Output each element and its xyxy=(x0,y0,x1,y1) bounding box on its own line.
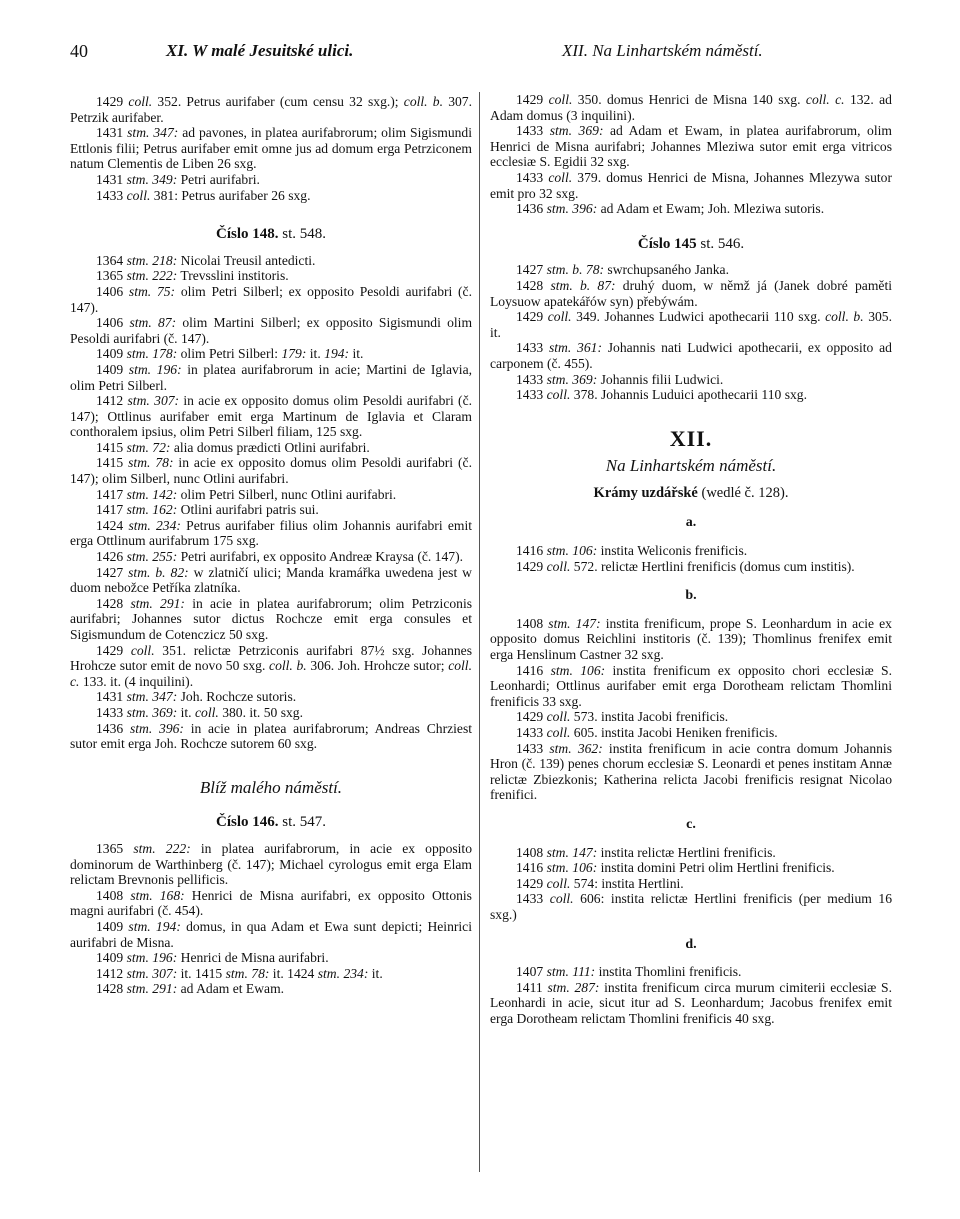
entry-text: instita frenificum circa murum cimiterii ecclesiæ S. Leonhardi in acie, sicut itur ad S. Leonhardum; Jacobus frenifex emit erga Dorotheam relictam Thomlini frenificis 40 sxg. xyxy=(490,979,892,1026)
entry-year: 1431 xyxy=(96,171,124,187)
entry-text: Nicolai Treusil antedicti. xyxy=(180,252,316,268)
entry-text: 133. it. (4 inquilini). xyxy=(82,673,194,689)
entry-source: stm. xyxy=(126,486,149,502)
entry-source: stm. xyxy=(126,171,149,187)
entry-source: stm. xyxy=(128,361,152,377)
entry xyxy=(70,487,472,503)
entry-source: coll. c. xyxy=(70,658,472,689)
entry-text: instita Thomlini frenificis. xyxy=(598,964,742,980)
entry-year: 1433 xyxy=(96,704,124,720)
chapter-title: Na Linhartském náměstí. xyxy=(605,456,777,476)
entry-text: it. xyxy=(352,346,364,362)
entry xyxy=(70,643,472,690)
subsection-letter-d: d. xyxy=(685,936,697,952)
entry-year: 1433 xyxy=(516,340,544,356)
entry-source: stm. xyxy=(126,704,149,720)
entry xyxy=(490,201,892,217)
entry-reference: 106: xyxy=(580,662,606,678)
entry-text: 352. Petrus aurifaber (cum censu 32 sxg.); xyxy=(157,94,404,109)
entry-reference: 78: xyxy=(251,965,270,981)
entry-source: stm. xyxy=(126,950,149,966)
entry xyxy=(490,340,892,371)
entry xyxy=(490,980,892,1027)
entry-source: stm. xyxy=(126,439,149,455)
entry xyxy=(490,860,892,876)
entry xyxy=(490,709,892,725)
entry-source: coll. xyxy=(546,709,571,725)
entry-source: coll. xyxy=(128,94,153,109)
entry-text: 132. ad Adam domus (3 inquilini). xyxy=(490,92,892,123)
entry-reference: 362: xyxy=(577,740,603,756)
entry xyxy=(70,981,472,997)
entry xyxy=(490,616,892,663)
entry-source: stm. xyxy=(548,615,571,631)
entry xyxy=(70,950,472,966)
entry xyxy=(70,315,472,346)
entry-reference: 72: xyxy=(152,439,171,455)
entry-source: stm. xyxy=(126,502,149,518)
entry-year: 1429 xyxy=(516,709,544,725)
entry-source: stm. xyxy=(546,371,569,387)
entry-year: 1415 xyxy=(96,439,124,455)
entry xyxy=(70,565,472,596)
entry-source: stm. b. xyxy=(546,262,583,278)
entry-reference: 178: xyxy=(152,346,178,362)
entry-source: stm. xyxy=(547,979,570,995)
entry xyxy=(70,440,472,456)
entry-reference: 106: xyxy=(572,543,598,559)
entry-year: 1417 xyxy=(96,502,124,518)
subsection-heading xyxy=(490,486,892,502)
entry-year: 1428 xyxy=(516,277,544,293)
running-head-left: XI. W malé Jesuitské ulici. xyxy=(166,41,354,60)
entry-text: 351. relictæ Petrziconis aurifabri 87½ sxg. Johannes Hrohcze sutor emit de novo 50 sxg. xyxy=(70,642,472,674)
entry-text: Joh. Rochcze sutoris. xyxy=(180,689,297,705)
entry-source: stm. xyxy=(225,965,248,981)
entry-text: alia domus prædicti Otlini aurifabri. xyxy=(173,439,370,455)
entry-reference: 396: xyxy=(572,201,598,217)
entry xyxy=(490,387,892,403)
column-divider xyxy=(479,92,480,1172)
entry-source: stm. xyxy=(126,268,149,284)
entry-text: Henrici de Misna aurifabri, ex opposito Ottonis magni aurifabri (č. 454). xyxy=(70,887,472,919)
entry-source: stm. xyxy=(546,964,569,980)
entry xyxy=(490,262,892,278)
entry xyxy=(490,876,892,892)
entry-text: it. xyxy=(309,346,325,362)
entry-text: 380. it. 50 sxg. xyxy=(222,704,303,720)
entry-source: stm. xyxy=(126,346,149,362)
entry-text: 606: instita relictæ Hertlini frenificis (per medium 16 sxg.) xyxy=(490,891,892,922)
entry-text: 572. relictæ Hertlini frenificis (domus cum institis). xyxy=(573,558,855,574)
entry-text: Johannis filii Ludwici. xyxy=(600,371,724,387)
page-number: 40 xyxy=(70,41,88,61)
entry-year: 1429 xyxy=(96,642,124,658)
entry-source: coll. xyxy=(194,704,219,720)
entry-source: stm. b. xyxy=(128,564,166,580)
entry-source: stm. xyxy=(317,965,341,981)
entry-year: 1409 xyxy=(96,918,124,934)
entry-source: stm. xyxy=(129,315,152,331)
entry-year: 1406 xyxy=(96,315,124,331)
entry-reference: 142: xyxy=(152,486,178,502)
entry-source: stm. xyxy=(128,283,152,299)
entry-text: in platea aurifabrorum in acie; Martini de Iglavia, olim Petri Silberl. xyxy=(70,361,472,393)
entry-source: coll. b. xyxy=(269,658,307,674)
entry-text: olim Petri Silberl; ex opposito Pesoldi aurifabri (č. 147). xyxy=(70,283,472,315)
entry-year: 1416 xyxy=(516,543,544,559)
entry-source: stm. xyxy=(127,125,150,141)
entry xyxy=(490,170,892,201)
entry-source: coll. xyxy=(548,92,573,107)
subsection-letter-a: a. xyxy=(685,515,697,531)
entry-text: it. xyxy=(180,704,195,720)
entry-source: stm. xyxy=(126,965,149,981)
entry-year: 1433 xyxy=(516,371,544,387)
entry xyxy=(490,725,892,741)
entry-year: 1412 xyxy=(96,965,124,981)
entry-year: 1417 xyxy=(96,486,124,502)
entry-text: in acie in platea aurifabrorum; Andreas Chrziest sutor emit erga Joh. Rochcze sutorem 60 sxg. xyxy=(70,720,473,752)
entry-text: Petri aurifabri. xyxy=(180,171,260,187)
entry-source: stm. xyxy=(128,517,151,533)
entry-reference: 162: xyxy=(152,502,178,518)
entry-year: 1429 xyxy=(516,309,544,325)
entry-year: 1433 xyxy=(516,387,544,403)
entry-text: it. 1424 xyxy=(272,965,318,981)
entry-text: 307. Petrzik aurifaber. xyxy=(70,94,472,125)
street-number: st. 546. xyxy=(700,235,745,252)
entry-text: 379. domus Henrici de Misna, Johannes Mlezywa sutor emit pro 32 sxg. xyxy=(490,169,892,201)
house-heading-145 xyxy=(490,237,892,253)
house-number: Číslo 145 xyxy=(637,235,697,252)
entry-text: olim Petri Silberl: xyxy=(180,346,282,362)
entry-source: stm. xyxy=(126,252,149,268)
entry-text: olim Martini Silberl; ex opposito Sigismundi olim Pesoldi aurifabri (č. 147). xyxy=(70,315,473,346)
entry-text: institа Weliconis frenificis. xyxy=(600,543,748,559)
entry-reference: 349: xyxy=(152,171,178,187)
entry xyxy=(70,841,472,888)
entry xyxy=(70,362,472,393)
house-heading-148 xyxy=(70,227,472,243)
house-number: Číslo 146. xyxy=(215,814,279,831)
entry-reference: 168: xyxy=(159,887,185,903)
entry-text: druhý duom, w němž já (Janek dobré paměti Loysuow apatekářów syn) přebýwám. xyxy=(490,277,892,309)
entry-year: 1409 xyxy=(96,361,124,377)
entry-year: 1429 xyxy=(516,558,544,574)
entry-source: coll. xyxy=(126,187,151,203)
entry-year: 1426 xyxy=(96,549,124,565)
entry-year: 1428 xyxy=(96,981,124,997)
entry-reference: 291: xyxy=(160,595,185,611)
entry-reference: 347: xyxy=(152,689,178,705)
entry-reference: 194: xyxy=(155,918,181,934)
entry-year: 1427 xyxy=(96,564,124,580)
entry-year: 1416 xyxy=(516,662,544,678)
entry xyxy=(70,188,472,204)
entry-text: ad Adam et Ewam, in platea aurifabrorum, olim Henrici de Misna aurifabri; Johannes Mleziwa sutor emit erga vitricos ecclesiæ S. Egidii 32 sxg. xyxy=(490,123,892,170)
entry-reference: 194: xyxy=(324,346,350,362)
entry-reference: 147: xyxy=(575,615,601,631)
entry-year: 1408 xyxy=(96,887,124,903)
entry-year: 1408 xyxy=(516,615,544,631)
entry-source: stm. xyxy=(548,340,572,356)
entry-year: 1436 xyxy=(96,720,124,736)
entry-text: in acie ex opposito domus olim Pesoldi aurifabri (č. 147); olim Silberl, nunc Otlini aurifabri. xyxy=(70,455,472,487)
entry-text: instita frenificum in acie contra domum Johannis Hron (č. 139) penes chorum ecclesiæ S. Leonardi et penes institam Annæ relictæ Zbiezkonis; Katherina relicta Jacobi frenificis resignat Nicolao frenifici. xyxy=(490,740,893,803)
entry-reference: 307: xyxy=(152,965,178,981)
entry-text: 381: Petrus aurifaber 26 sxg. xyxy=(153,187,311,203)
entry-text: 349. Johannes Ludwici apothecarii 110 sxg. xyxy=(576,309,826,325)
entry xyxy=(70,721,472,752)
entry-text: olim Petri Silberl, nunc Otlini aurifabri. xyxy=(180,486,397,502)
entry-text: in acie in platea aurifabrorum; olim Petrziconis aurifabri; Johannes sutor dictus Rochcze emit erga consules et Sigismundum de Cotenczicz 50 sxg. xyxy=(70,595,473,642)
entry-text: 305. it. xyxy=(490,309,892,340)
entry-source: stm. xyxy=(127,393,150,409)
entry-year: 1436 xyxy=(516,201,544,217)
entry xyxy=(70,596,472,643)
entry-text: 573. instita Jacobi frenificis. xyxy=(573,709,729,725)
entry-reference: 87: xyxy=(157,315,177,331)
entry xyxy=(70,253,472,269)
entry-source: coll. xyxy=(549,891,574,907)
entry-source: coll. xyxy=(546,725,571,740)
street-number: st. 547. xyxy=(282,814,327,831)
entry-reference: 78: xyxy=(585,262,605,278)
entry-year: 1431 xyxy=(96,125,124,141)
entry-year: 1433 xyxy=(516,169,544,185)
entry-source: coll. xyxy=(546,875,571,891)
subsection-title: Krámy uzdářské xyxy=(593,484,698,501)
entry-source: stm. xyxy=(130,887,153,903)
entry-source: stm. xyxy=(550,662,573,678)
entry xyxy=(490,663,892,710)
entry xyxy=(490,559,892,575)
entry xyxy=(490,741,892,803)
entry-reference: 87: xyxy=(597,277,616,293)
section-heading: Blíž malého náměstí. xyxy=(199,777,343,797)
entry-reference: 347: xyxy=(153,125,179,141)
entry-text: 350. domus Henrici de Misna 140 sxg. xyxy=(577,92,806,107)
house-heading-146 xyxy=(70,815,472,831)
entry-year: 1433 xyxy=(516,123,544,139)
entry-year: 1365 xyxy=(96,268,124,284)
entry-year: 1409 xyxy=(96,346,124,362)
entry-year: 1433 xyxy=(516,891,544,907)
entry-reference: 291: xyxy=(152,981,178,997)
entry-year: 1428 xyxy=(96,595,124,611)
entry-text: ad Adam et Ewam. xyxy=(180,981,285,997)
entry-text: ad pavones, in platea aurifabrorum; olim Sigismundi Ettlonis filii; Petrus aurifaber emit omne jus ad domum erga Petrziconem natum Clementis de Liben 26 sxg. xyxy=(70,125,472,172)
entry-reference: 82: xyxy=(170,564,189,580)
entry xyxy=(70,346,472,362)
entry-reference: 111: xyxy=(572,964,596,980)
entry-source: coll. b. xyxy=(403,94,443,109)
entry-reference: 234: xyxy=(343,965,369,981)
entry-reference: 287: xyxy=(574,979,600,995)
entry-reference: 222: xyxy=(165,840,191,856)
subsection-letter-c: c. xyxy=(686,816,696,832)
entry-text: it. 1415 xyxy=(180,965,226,981)
entry-reference: 361: xyxy=(577,340,602,356)
entry-source: coll. xyxy=(546,558,571,574)
entry-text: instita relictæ Hertlini frenificis. xyxy=(600,844,776,860)
entry-year: 1409 xyxy=(96,950,124,966)
entry-year: 1429 xyxy=(516,92,544,107)
entry-reference: 106: xyxy=(572,860,598,876)
entry-text: in acie ex opposito domus olim Pesoldi aurifabri (č. 147); Ottlinus aurifaber emit erga Martinum de Iglavia et Claram conthoralem ipsius, olim Petri Silberl filiam, 125 sxg. xyxy=(70,393,473,440)
entry-source: coll. c. xyxy=(805,92,845,107)
entry-source: stm. xyxy=(546,860,569,876)
entry-year: 1416 xyxy=(516,860,544,876)
entry-year: 1408 xyxy=(516,844,544,860)
entry-text: Johannis nati Ludwici apothecarii, ex opposito ad carponem (č. 455). xyxy=(490,340,892,371)
entry xyxy=(70,172,472,188)
left-column xyxy=(70,94,472,997)
entry-reference: 369: xyxy=(572,371,598,387)
entry-source: stm. xyxy=(126,981,149,997)
entry-year: 1407 xyxy=(516,964,544,980)
entry-source: stm. xyxy=(549,740,572,756)
subsection-note: (wedlé č. 128). xyxy=(701,484,789,501)
entry-year: 1364 xyxy=(96,252,124,268)
entry-year: 1424 xyxy=(96,517,124,533)
entry-text: swrchupsaného Janka. xyxy=(607,262,729,278)
entry xyxy=(490,845,892,861)
entry xyxy=(70,94,472,125)
entry xyxy=(490,891,892,922)
running-head-right: XII. Na Linhartském náměstí. xyxy=(562,41,763,60)
entry-text: 605. instita Jacobi Heniken frenificis. xyxy=(573,725,778,740)
entry-year: 1431 xyxy=(96,689,124,705)
entry-reference: 369: xyxy=(152,704,178,720)
entry xyxy=(70,549,472,565)
entry xyxy=(70,455,472,486)
entry-reference: 255: xyxy=(152,549,178,565)
entry-text: instita frenificum ex opposito chori ecclesiæ S. Leonhardi; Ottlinus aurifaber emit erga Dorotheam relictam Thomlini frenificis 33 sxg. xyxy=(490,662,892,709)
entry xyxy=(490,92,892,123)
entry-source: stm. xyxy=(126,549,149,565)
entry-reference: 147: xyxy=(572,844,598,860)
entry-source: stm. xyxy=(128,455,151,471)
entry-reference: 222: xyxy=(152,268,178,284)
street-number: st. 548. xyxy=(282,226,327,243)
entry xyxy=(70,268,472,284)
entry-reference: 218: xyxy=(152,252,178,268)
entry-reference: 396: xyxy=(159,720,184,736)
entry-text: Trevsslini institoris. xyxy=(180,268,289,284)
entry-reference: 75: xyxy=(156,283,176,299)
entry xyxy=(70,518,472,549)
entry-year: 1429 xyxy=(96,94,124,109)
entry-source: stm. xyxy=(546,844,569,860)
entry-source: stm. xyxy=(546,201,569,217)
entry-year: 1433 xyxy=(96,187,124,203)
entry xyxy=(70,284,472,315)
entry-text: Henrici de Misna aurifabri. xyxy=(180,950,329,966)
entry-year: 1415 xyxy=(96,455,124,471)
entry-text: Petri aurifabri, ex opposito Andreæ Kraysa (č. 147). xyxy=(180,549,464,565)
entry-source: coll. xyxy=(547,309,572,325)
entry xyxy=(70,888,472,919)
entry-source: stm. xyxy=(126,689,149,705)
entry-reference: 196: xyxy=(156,361,182,377)
house-number: Číslo 148. xyxy=(215,226,279,243)
entry xyxy=(70,502,472,518)
entry xyxy=(70,705,472,721)
entry-year: 1433 xyxy=(516,725,544,740)
right-column xyxy=(490,92,892,1027)
entry-source: coll. b. xyxy=(825,309,864,325)
entry xyxy=(490,309,892,340)
entry-reference: 196: xyxy=(152,950,178,966)
entry-text: Petrus aurifaber filius olim Johannis aurifabri emit erga Ottlinum aurifabrum 175 sxg. xyxy=(70,517,473,549)
entry-year: 1427 xyxy=(516,262,544,278)
entry-year: 1406 xyxy=(96,283,124,299)
entry-source: stm. xyxy=(133,840,156,856)
entry-source: stm. xyxy=(546,543,569,559)
entry-source: coll. xyxy=(130,642,155,658)
entry xyxy=(490,372,892,388)
entry-source: coll. xyxy=(546,387,571,403)
entry-text: in platea aurifabrorum, in acie ex opposito dominorum de Warthinberg (č. 147); Michael cyrologus emit erga Elam relictam Brevnonis pellificis. xyxy=(70,840,473,888)
entry-text: ad Adam et Ewam; Joh. Mleziwa sutoris. xyxy=(600,201,825,217)
entry xyxy=(70,919,472,950)
entry-reference: 78: xyxy=(155,455,174,471)
entry-source: stm. xyxy=(129,720,153,736)
entry-year: 1411 xyxy=(516,979,543,995)
entry-source: stm. xyxy=(549,123,573,139)
entry xyxy=(70,393,472,440)
entry-year: 1412 xyxy=(96,393,124,409)
entry-year: 1429 xyxy=(516,875,544,891)
entry xyxy=(490,123,892,170)
entry-text: it. xyxy=(371,965,383,981)
entry-text: 306. Joh. Hrohcze sutor; xyxy=(310,658,449,674)
subsection-letter-b: b. xyxy=(685,588,697,604)
entry-text: 574: instita Hertlini. xyxy=(573,875,684,891)
entry-source: stm. xyxy=(128,918,151,934)
entry-text: 378. Johannis Luduici apothecarii 110 sxg. xyxy=(573,387,807,403)
entry xyxy=(490,543,892,559)
entry-reference: 307: xyxy=(154,393,180,409)
entry-text: domus, in qua Adam et Ewa sunt depicti; Heinrici aurifabri de Misna. xyxy=(70,918,472,950)
entry-text: instita frenificum, prope S. Leonhardum in acie ex opposito domus Reichlini institoris (č. 139); Thomlinus frenifex emit erga Henslinum Castner 32 sxg. xyxy=(490,615,892,663)
entry xyxy=(490,964,892,980)
entry xyxy=(70,966,472,982)
entry-reference: 179: xyxy=(281,346,307,362)
entry-text: Otlini aurifabri patris sui. xyxy=(180,502,319,518)
entry-year: 1365 xyxy=(96,840,124,856)
entry xyxy=(70,689,472,705)
chapter-number: XII. xyxy=(669,425,713,451)
entry-source: stm. xyxy=(130,595,153,611)
entry-reference: 369: xyxy=(578,123,604,139)
entry-text: w zlatničí ulici; Manda kramářka uwedena jest w duom nebožce Petříka zlatníka. xyxy=(70,564,473,596)
entry-reference: 234: xyxy=(155,517,181,533)
entry xyxy=(70,125,472,172)
entry-year: 1433 xyxy=(516,740,544,756)
entry-source: stm. b. xyxy=(550,277,591,293)
entry-text: instita domini Petri olim Hertlini frenificis. xyxy=(600,860,835,876)
entry-source: coll. xyxy=(548,169,573,185)
entry xyxy=(490,278,892,309)
